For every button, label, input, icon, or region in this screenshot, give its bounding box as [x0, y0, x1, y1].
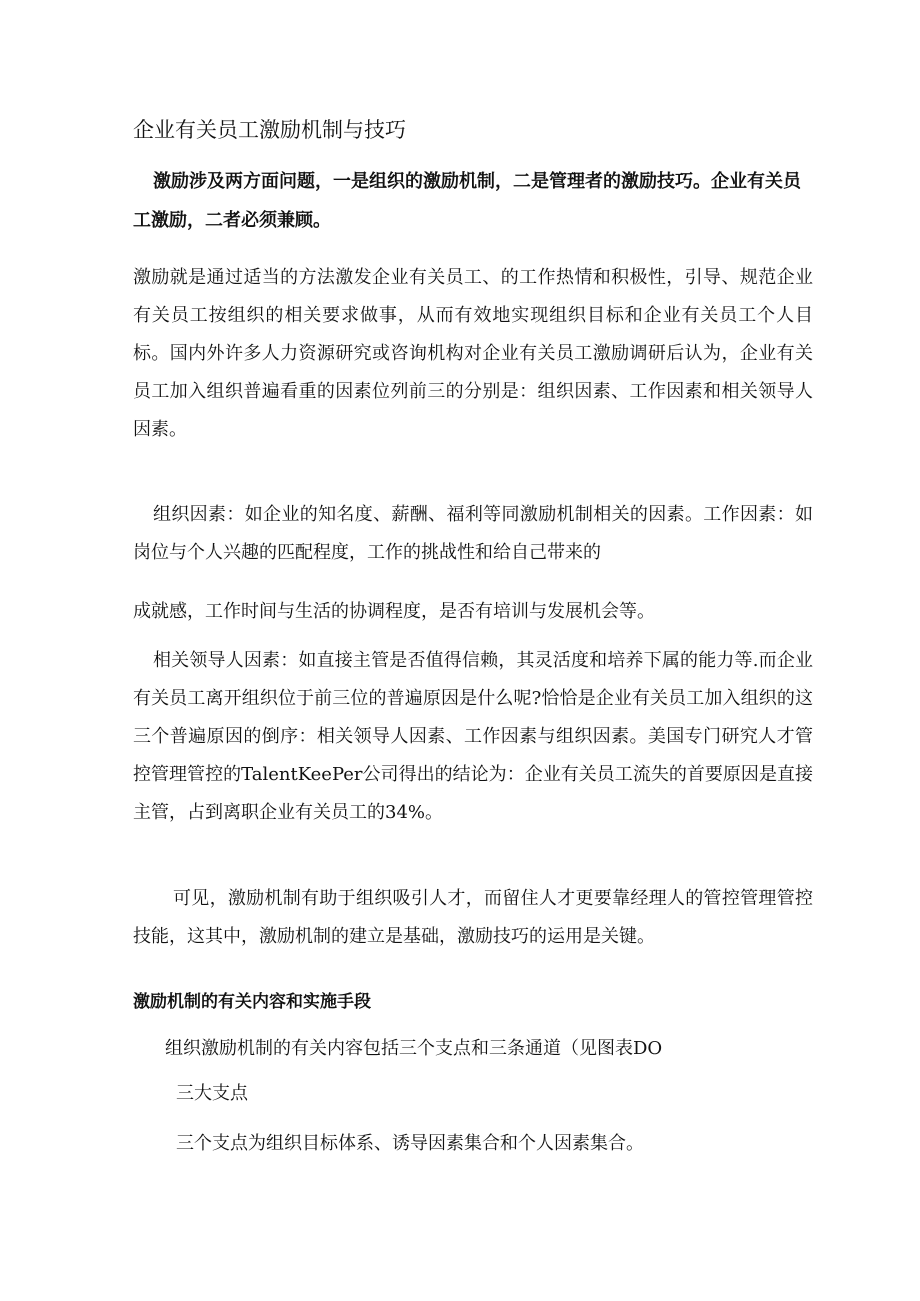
- three-pillars-line: 三个支点为组织目标体系、诱导因素集合和个人因素集合。: [176, 1133, 644, 1154]
- paragraph-definition: 激励就是通过适当的方法激发企业有关员工、的工作热情和积极性，引导、规范企业有关员工按组织的相关要求做事，从而有效地实现组织目标和企业有关员工个人目标。国内外许多人力资源研究或咨询机构对企业有关员工激励调研后认为，企业有关员工加入组织普遍看重的因素位列前三的分别是：组织因素、工作因素和相关领导人因素。: [133, 267, 813, 440]
- section-heading: 激励机制的有关内容和实施手段: [133, 992, 371, 1012]
- lead-paragraph: 激励涉及两方面问题，一是组织的激励机制，二是管理者的激励技巧。企业有关员工激励，二者必须兼顾。: [133, 171, 801, 231]
- paragraph-factors-continued: 成就感，工作时间与生活的协调程度，是否有培训与发展机会等。: [133, 601, 655, 622]
- paragraph-factors: 组织因素：如企业的知名度、薪酬、福利等同激励机制相关的因素。工作因素：如岗位与个人兴趣的匹配程度，工作的挑战性和给自己带来的: [133, 504, 813, 563]
- document-title: 企业有关员工激励机制与技巧: [133, 118, 406, 142]
- paragraph-conclusion: 可见，激励机制有助于组织吸引人才，而留住人才更要靠经理人的管控管理管控技能，这其中，激励机制的建立是基础，激励技巧的运用是关键。: [133, 888, 813, 947]
- mechanism-intro-line: 组织激励机制的有关内容包括三个支点和三条通道（见图表DO: [165, 1038, 663, 1059]
- paragraph-leader-factors: 相关领导人因素：如直接主管是否值得信赖，其灵活度和培养下属的能力等.而企业有关员工离开组织位于前三位的普遍原因是什么呢?恰恰是企业有关员工加入组织的这三个普遍原因的倒序：相关领导人因素、工作因素与组织因素。美国专门研究人才管控管理管控的TalentKeePer公司得出的结论为：企业有关员工流失的首要原因是直接主管，占到离职企业有关员工的34%。: [133, 650, 813, 823]
- subheading-three-pillars: 三大支点: [176, 1083, 248, 1104]
